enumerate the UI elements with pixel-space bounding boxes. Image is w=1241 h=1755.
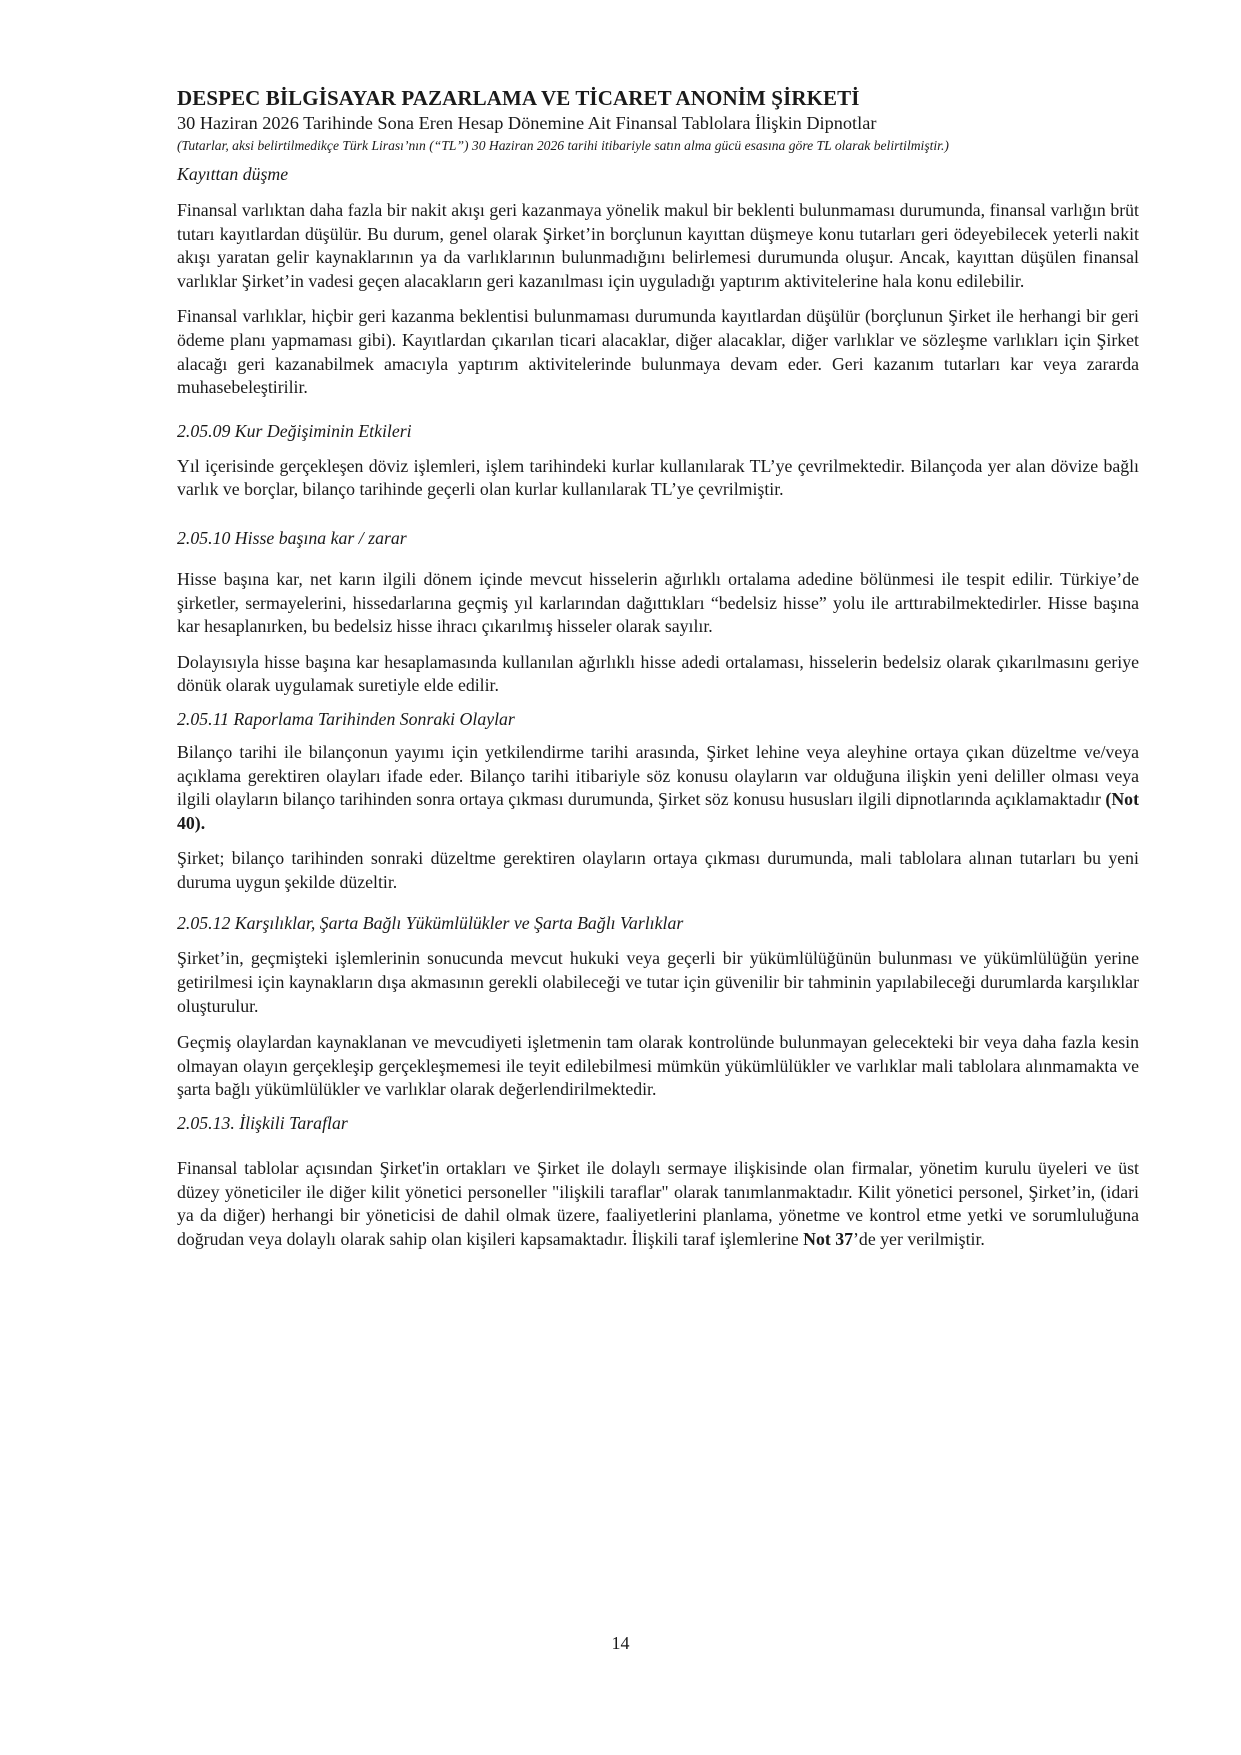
paragraph: Geçmiş olaylardan kaynaklanan ve mevcudiyeti işletmenin tam olarak kontrolünde bulunmayan gelecekteki bir veya daha fazla kesin olmayan olayın gerçekleşip gerçekleşmemesi ile teyit edilebilmesi mümkün yükümlülükler ve varlıklar mali tablolara alınmamakta ve şarta bağlı yükümlülükler ve varlıklar olarak değerlendirilmektedir. bbox=[177, 1032, 1139, 1100]
section-heading-derecognition: Kayıttan düşme bbox=[177, 164, 289, 184]
paragraph: Şirket’in, geçmişteki işlemlerinin sonucunda mevcut hukuki veya geçerli bir yükümlülüğünün bulunması ve yükümlülüğün yerine getirilmesi için kaynakların dışa akmasının gerekli olabileceği ve tutar için güvenilir bir tahminin yapılabileceği durumlarda karşılıklar oluşturulur. bbox=[177, 948, 1139, 1016]
paragraph-text: Finansal tablolar açısından Şirket'in ortakları ve Şirket ile dolaylı sermaye ilişkisinde olan firmalar, yönetim kurulu üyeleri ve üst düzey yöneticiler ile diğer kilit yönetici personeller "ilişkili taraflar" olarak tanımlanmaktadır. Kilit yönetici personel, Şirket’in, (idari ya da diğer) herhangi bir yöneticisi de dahil olmak üzere, faaliyetlerini planlama, yönetme ve kontrol etme yetki ve sorumluluğuna doğrudan veya dolaylı olarak sahip olan kişileri kapsamaktadır. İlişkili taraf işlemlerine bbox=[177, 1158, 1139, 1249]
section-heading-related: 2.05.13. İlişkili Taraflar bbox=[177, 1113, 348, 1134]
currency-note: (Tutarlar, aksi belirtilmedikçe Türk Lirası’nın (“TL”) 30 Haziran 2026 tarihi itibariyle satın alma gücü esasına göre TL olarak belirtilmiştir.) bbox=[177, 138, 949, 153]
paragraph: Dolayısıyla hisse başına kar hesaplamasında kullanılan ağırlıklı hisse adedi ortalaması, hisselerin bedelsiz olarak çıkarılmasını geriye dönük olarak uygulamak suretiyle elde edilir. bbox=[177, 651, 1139, 696]
section-heading-events: 2.05.11 Raporlama Tarihinden Sonraki Olaylar bbox=[177, 708, 515, 729]
paragraph: Hisse başına kar, net karın ilgili dönem içinde mevcut hisselerin ağırlıklı ortalama adedine bölünmesi ile tespit edilir. Türkiye’de şirketler, sermayelerini, hissedarlarına geçmiş yıl karlarından dağıttıkları “bedelsiz hisse” yolu ile arttırabilmektedirler. Hisse başına kar hesaplanırken, bu bedelsiz hisse ihracı çıkarılmış hisseler olarak sayılır. bbox=[177, 568, 1139, 637]
note-reference: Not 37 bbox=[803, 1228, 854, 1249]
company-title: DESPEC BİLGİSAYAR PAZARLAMA VE TİCARET ANONİM ŞİRKETİ bbox=[177, 86, 860, 110]
note-reference: (Not 40). bbox=[177, 789, 1139, 833]
paragraph bbox=[177, 1157, 1139, 1251]
page-number: 14 bbox=[611, 1633, 630, 1653]
section-heading-eps: 2.05.10 Hisse başına kar / zarar bbox=[177, 527, 407, 548]
section-heading-provisions: 2.05.12 Karşılıklar, Şarta Bağlı Yükümlülükler ve Şarta Bağlı Varlıklar bbox=[177, 913, 684, 934]
paragraph-text: Bilanço tarihi ile bilançonun yayımı için yetkilendirme tarihi arasında, Şirket lehine veya aleyhine ortaya çıkan düzeltme ve/veya açıklama gerektiren olayları ifade eder. Bilanço tarihi itibariyle söz konusu olayların var olduğuna ilişkin yeni deliller olması veya ilgili olayların bilanço tarihinden sonra ortaya çıkması durumunda, Şirket söz konusu hususları ilgili dipnotlarında açıklamaktadır bbox=[177, 741, 1139, 810]
paragraph: Finansal varlıktan daha fazla bir nakit akışı geri kazanmaya yönelik makul bir beklenti bulunmaması durumunda, finansal varlığın brüt tutarı kayıtlardan düşülür. Bu durum, genel olarak Şirket’in borçlunun kayıttan düşmeye konu tutarları geri ödeyebilecek yeterli nakit akışı yaratan gelir kaynaklarının ya da varlıklarının bulunmadığını belirlemesi durumunda oluşur. Ancak, kayıttan düşülen finansal varlıklar Şirket’in vadesi geçen alacakların geri kazanılması için uyguladığı yaptırım aktivitelerine hala konu edilebilir. bbox=[177, 200, 1139, 291]
section-heading-fx: 2.05.09 Kur Değişiminin Etkileri bbox=[177, 420, 412, 441]
paragraph: Şirket; bilanço tarihinden sonraki düzeltme gerektiren olayların ortaya çıkması durumunda, mali tablolara alınan tutarları bu yeni duruma uygun şekilde düzeltir. bbox=[177, 848, 1139, 892]
paragraph bbox=[177, 741, 1139, 835]
paragraph: Yıl içerisinde gerçekleşen döviz işlemleri, işlem tarihindeki kurlar kullanılarak TL’ye çevrilmektedir. Bilançoda yer alan dövize bağlı varlık ve borçlar, bilanço tarihinde geçerli olan kurlar kullanılarak TL’ye çevrilmiştir. bbox=[177, 455, 1139, 500]
document-page bbox=[177, 84, 1139, 1251]
document-header bbox=[177, 84, 1139, 156]
paragraph: Finansal varlıklar, hiçbir geri kazanma beklentisi bulunmaması durumunda kayıtlardan düşülür (borçlunun Şirket ile herhangi bir geri ödeme planı yapmaması gibi). Kayıtlardan çıkarılan ticari alacaklar, diğer alacaklar, diğer varlıklar ve sözleşme varlıkları için Şirket alacağı geri kazanabilmek amacıyla yaptırım aktivitelerinde bulunmaya devam eder. Geri kazanım tutarları kar veya zararda muhasebeleştirilir. bbox=[177, 306, 1139, 398]
report-subtitle: 30 Haziran 2026 Tarihinde Sona Eren Hesap Dönemine Ait Finansal Tablolara İlişkin Dipnotlar bbox=[177, 113, 877, 133]
paragraph-text: ’de yer verilmiştir. bbox=[853, 1228, 985, 1249]
